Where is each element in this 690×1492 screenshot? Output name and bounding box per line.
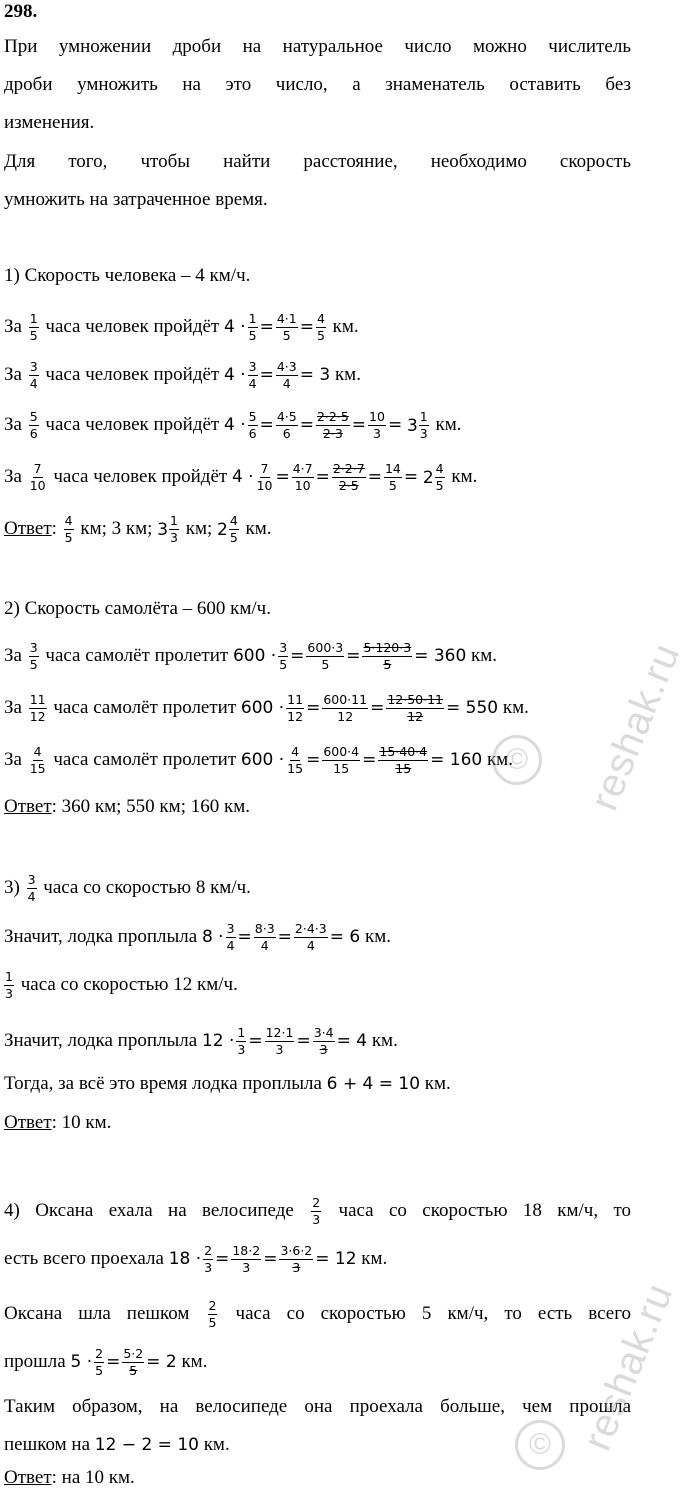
part4-line: 4) Оксана ехала на велосипеде $\frac{2}{3}$ часа со скоростью 18 км/ч, то [4,1195,632,1227]
intro-line: При умножении дроби на натуральное число можно числитель [4,36,631,57]
part2-answer: Ответ: 360 км; 550 км; 160 км. [4,796,250,817]
part1-row: За $\frac{7}{10}$ часа человек пройдёт 4 · $\frac{7}{10}$ = $\frac{4\cdot 7}{10}$ = $\frac{2\cdot 2\cdot 7}{2\cdot 5}$ = $\frac{14}{5}$ = 2 $\frac{4}{5}$ км. [4,461,478,493]
intro-line: дроби умножить на это число, а знаменатель оставить без [4,74,631,95]
watermark-text: reshak.ru [575,1277,682,1457]
part4-answer: Ответ: на 10 км. [4,1467,135,1488]
part2-row: За $\frac{3}{5}$ часа самолёт пролетит 600 · $\frac{3}{5}$ = $\frac{600\cdot 3}{5}$ = $\frac{5\cdot 120\cdot 3}{5}$ = 360 км. [4,640,498,672]
part4-diff: пешком на 12 − 2 = 10 км. [4,1434,230,1455]
intro-line: Для того, чтобы найти расстояние, необходимо скорость [4,151,631,172]
part4-calc: есть всего проехала 18 · $\frac{2}{3}$ = $\frac{18\cdot 2}{3}$ = $\frac{3\cdot 6\cdot 2}{3}$ = 12 км. [4,1243,388,1275]
part3-calc: Значит, лодка проплыла 8 · $\frac{3}{4}$ = $\frac{8\cdot 3}{4}$ = $\frac{2\cdot 4\cdot 3}{4}$ = 6 км. [4,921,391,953]
part4-calc: прошла 5 · $\frac{2}{5}$ = $\frac{5\cdot 2}{5}$ = 2 км. [4,1346,208,1378]
part3-calc: Значит, лодка проплыла 12 · $\frac{1}{3}$ = $\frac{12\cdot 1}{3}$ = $\frac{3\cdot 4}{3}$ = 4 км. [4,1025,398,1057]
copyright-watermark-icon: © [492,735,542,785]
part4-line: Таким образом, на велосипеде она проехала больше, чем прошла [4,1396,631,1417]
part3-line: $\frac{1}{3}$ часа со скоростью 12 км/ч. [5,969,238,1001]
intro-line: умножить на затраченное время. [4,189,268,210]
part1-row: За $\frac{5}{6}$ часа человек пройдёт 4 · $\frac{5}{6}$ = $\frac{4\cdot 5}{6}$ = $\frac{2\cdot 2\cdot 5}{2\cdot 3}$ = $\frac{10}{3}$ = 3 $\frac{1}{3}$ км. [4,409,462,441]
part2-heading: 2) Скорость самолёта – 600 км/ч. [4,598,271,619]
part1-heading: 1) Скорость человека – 4 км/ч. [4,265,251,286]
watermark-text: reshak.ru [582,637,689,817]
part1-row: За $\frac{3}{4}$ часа человек пройдёт 4 · $\frac{3}{4}$ = $\frac{4\cdot 3}{4}$ = 3 км. [4,359,361,391]
intro-line: изменения. [4,112,95,133]
part3-answer: Ответ: 10 км. [4,1112,112,1133]
problem-number: 298. [4,1,38,22]
part3-line: 3) $\frac{3}{4}$ часа со скоростью 8 км/ч. [4,872,251,904]
part1-row: За $\frac{1}{5}$ часа человек пройдёт 4 · $\frac{1}{5}$ = $\frac{4\cdot 1}{5}$ = $\frac{4}{5}$ км. [4,311,359,343]
part3-total: Тогда, за всё это время лодка проплыла 6 + 4 = 10 км. [4,1073,451,1094]
part1-answer: Ответ: $\frac{4}{5}$ км; 3 км; 3 $\frac{1}{3}$ км; 2 $\frac{4}{5}$ км. [4,513,272,545]
part2-row: За $\frac{11}{12}$ часа самолёт пролетит 600 · $\frac{11}{12}$ = $\frac{600\cdot 11}{12}$ = $\frac{12\cdot 50\cdot 11}{12}$ = 550 км. [4,692,529,724]
part4-line: Оксана шла пешком $\frac{2}{5}$ часа со скоростью 5 км/ч, то есть всего [4,1298,632,1330]
copyright-watermark-icon: © [515,1420,565,1470]
part2-row: За $\frac{4}{15}$ часа самолёт пролетит 600 · $\frac{4}{15}$ = $\frac{600\cdot 4}{15}$ = $\frac{15\cdot 40\cdot 4}{15}$ = 160 км. [4,744,513,776]
